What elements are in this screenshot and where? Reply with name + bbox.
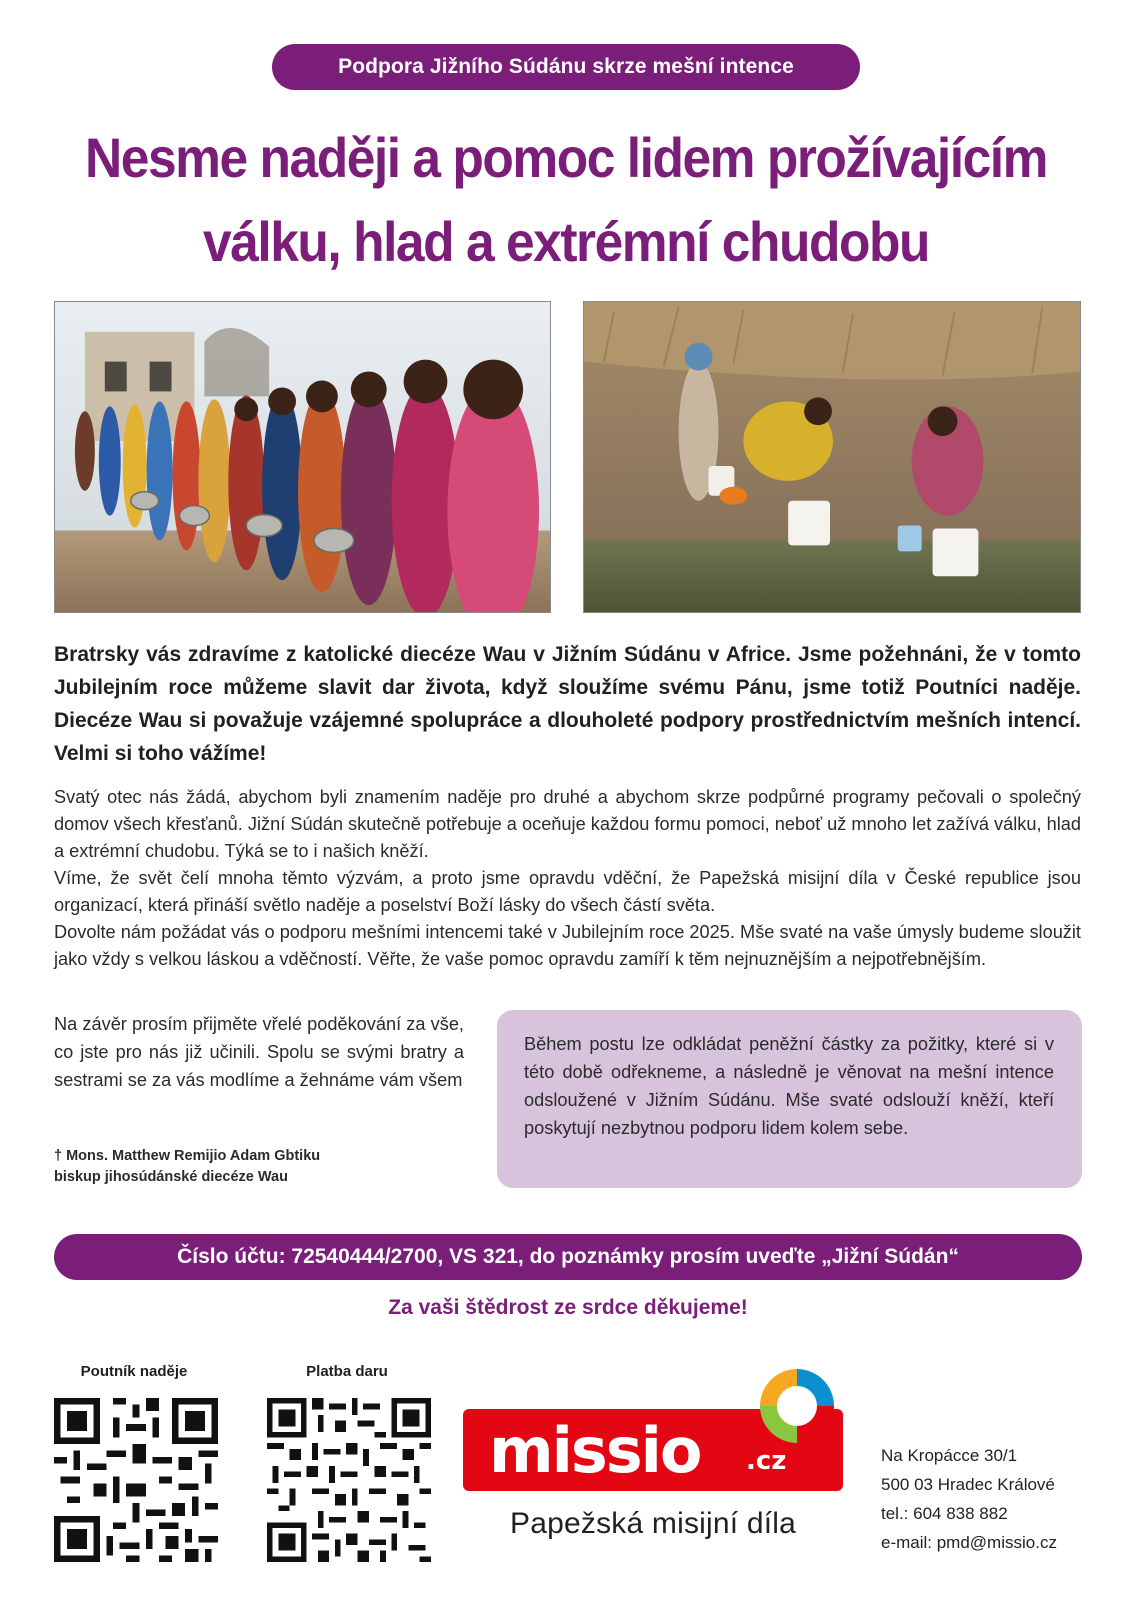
logo-wordmark: missio [489,1414,701,1487]
qr-payment-icon [267,1398,431,1562]
address-phone: tel.: 604 838 882 [881,1504,1008,1523]
closing-paragraph: Na závěr prosím přijměte vřelé poděkování za vše, co jste pro nás již učinili. Spolu se svými bratry a sestrami se za vás modlíme a žehnáme vám všem [54,1014,464,1090]
qr-label-pilgrim: Poutník naděje [80,1363,188,1380]
body-text [54,784,1081,973]
body-paragraph-2: Víme, že svět čelí mnoha těmto výzvám, a proto jsme opravdu vděční, že Papežská misijní díla v České republice jsou organizací, která přináší světlo naděje a poselství Boží lásky do všech částí světa. [54,868,1081,915]
body-paragraph-3: Dovolte nám požádat vás o podporu mešními intencemi také v Jubilejním roce 2025. Mše svaté na vaše úmysly budeme sloužit jako vždy s velkou láskou a vděčností. Věřte, že vaše pomoc opravdu zamíří k těm nejnuznějším a nejpotřebnějším. [54,922,1081,969]
headline-line-2: válku, hlad a extrémní chudobu [203,210,929,273]
signature-block [54,1146,474,1188]
campaign-pill: Podpora Jižního Súdánu skrze mešní intence [272,44,860,90]
address-city: 500 03 Hradec Králové [881,1475,1055,1494]
photo-water-collection [583,301,1081,613]
globe-icon [756,1365,838,1447]
qr-code-payment[interactable] [267,1398,431,1562]
logo-domain-suffix: .cz [746,1446,787,1476]
headline-line-1: Nesme naději a pomoc lidem prožívajícím [85,126,1047,189]
missio-logo[interactable] [463,1365,853,1565]
thanks-line: Za vaši štědrost ze srdce děkujeme! [388,1296,748,1319]
signature-name: † Mons. Matthew Remijio Adam Gbtiku [54,1148,321,1164]
qr-label-payment: Platba daru [306,1363,388,1380]
bank-account-bar: Číslo účtu: 72540444/2700, VS 321, do poznámky prosím uveďte „Jižní Súdán“ [54,1234,1082,1280]
body-paragraph-1: Svatý otec nás žádá, abychom byli znamením naděje pro druhé a abychom skrze podpůrné programy pečovali o společný domov všech křesťanů. Jižní Súdán skutečně potřebuje a oceňuje každou formu pomoci, neboť už mnoho let zažívá válku, hlad a extrémní chudobu. Týká se to i našich kněží. [54,787,1081,861]
contact-address [881,1441,1091,1557]
lead-paragraph: Bratrsky vás zdravíme z katolické diecéze Wau v Jižním Súdánu v Africe. Jsme požehnáni, že v tomto Jubilejním roce můžeme slavit dar života, když sloužíme svému Pánu, jsme totiž Poutníci naděje. Diecéze Wau si považuje vzájemné spolupráce a dlouholeté podpory prostřednictvím mešních intencí. Velmi si toho vážíme! [54,643,1081,765]
lent-info-box: Během postu lze odkládat peněžní částky za požitky, které si v této době odřekneme, a následně je věnovat na mešní intence odsloužené v Jižním Súdánu. Mše svaté odslouží kněží, kteří poskytují nezbytnou podporu lidem kolem sebe. [497,1010,1082,1188]
logo-subtitle: Papežská misijní díla [510,1507,796,1540]
address-email[interactable]: e-mail: pmd@missio.cz [881,1533,1057,1552]
photo-water-collection-image [584,302,1080,612]
address-street: Na Kropácce 30/1 [881,1446,1018,1465]
qr-pilgrim-icon [54,1398,218,1562]
qr-code-pilgrim[interactable] [54,1398,218,1562]
signature-title: biskup jihosúdánské diecéze Wau [54,1169,288,1185]
page-headline [82,116,1050,284]
photo-food-queue-image [55,302,550,612]
photo-food-queue [54,301,551,613]
